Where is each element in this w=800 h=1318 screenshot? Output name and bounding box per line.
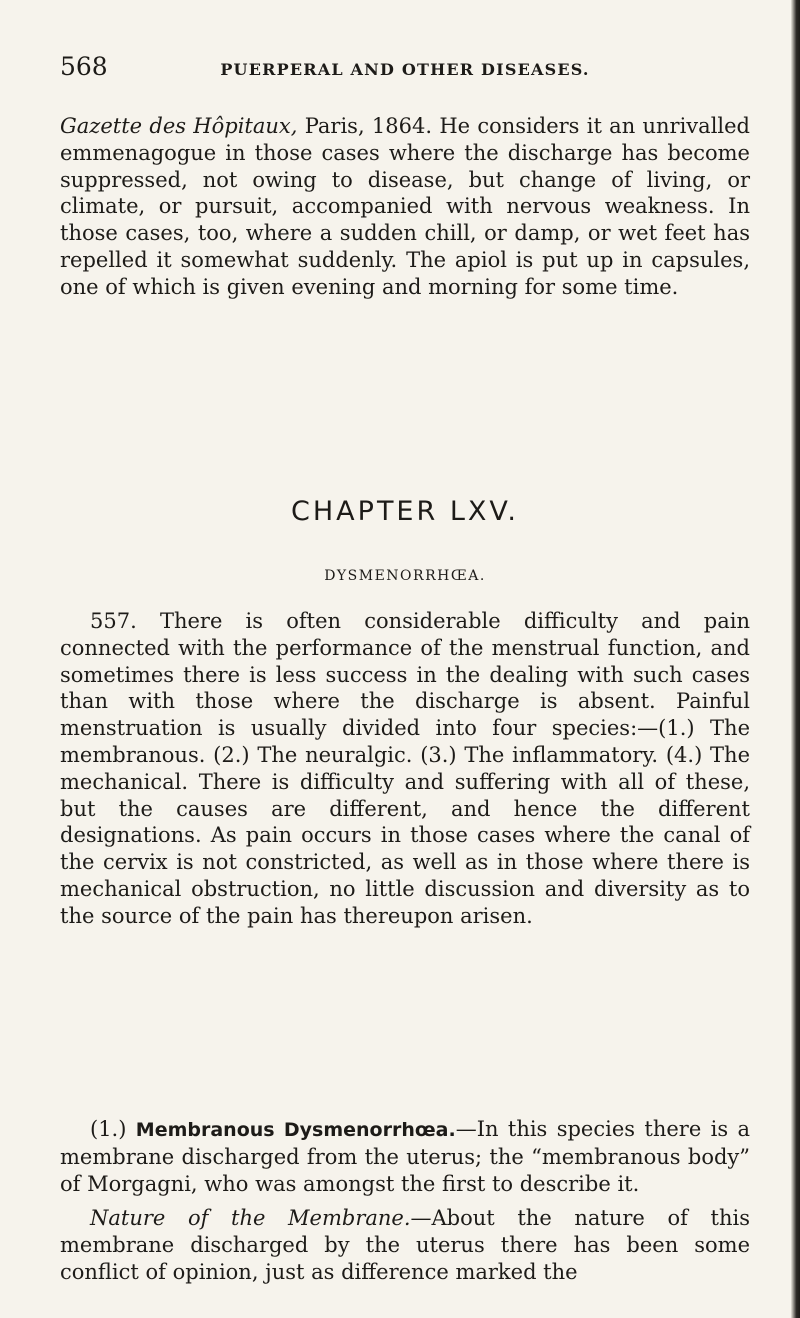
section-heading: Membranous Dysmenorrhœa.: [135, 1119, 456, 1141]
subsection-heading: Nature of the Membrane.: [90, 1206, 411, 1230]
journal-title: Gazette des Hôpitaux,: [60, 114, 298, 138]
page-header: [60, 52, 750, 84]
page-number: 568: [60, 52, 108, 81]
paragraph-apiol: [60, 113, 750, 301]
page-edge-shadow: [791, 0, 800, 1318]
paragraph-membranous: [60, 1116, 750, 1197]
paragraph-text: Paris, 1864. He considers it an unrivalled emmenagogue in those cases where the discharge has become suppressed, not owing to disease, but change of living, or climate, or pursuit, accompanied with nervous weakness. In those cases, too, where a sudden chill, or damp, or wet feet has repelled it somewhat suddenly. The apiol is put up in capsules, one of which is given evening and morning for some time.: [60, 114, 750, 299]
section-number: (1.): [90, 1117, 136, 1141]
chapter-subtitle: DYSMENORRHŒA.: [324, 568, 486, 584]
paragraph-557: 557. There is often considerable difficulty and pain connected with the performance of the menstrual function, and sometimes there is less success in the dealing with such cases than with those where the discharge is absent. Painful menstruation is usually divided into four species:—(1.) The membranous. (2.) The neuralgic. (3.) The inflammatory. (4.) The mechanical. There is difficulty and suffering with all of these, but the causes are different, and hence the different designations. As pain occurs in those cases where the canal of the cervix is not constricted, as well as in those where there is mechanical obstruction, no little discussion and diversity as to the source of the pain has thereupon arisen.: [60, 609, 750, 928]
running-title: PUERPERAL AND OTHER DISEASES.: [220, 60, 590, 79]
paragraph-text: —In this species there is a membrane discharged from the uterus; the “membranous body” of Morgagni, who was amongst the first to describe it.: [60, 1117, 750, 1196]
chapter-title: CHAPTER LXV.: [291, 496, 519, 527]
paragraph-text: —About the nature of this membrane discharged by the uterus there has been some conflict of opinion, just as difference marked the: [60, 1206, 751, 1284]
paragraph-nature: [60, 1205, 750, 1285]
